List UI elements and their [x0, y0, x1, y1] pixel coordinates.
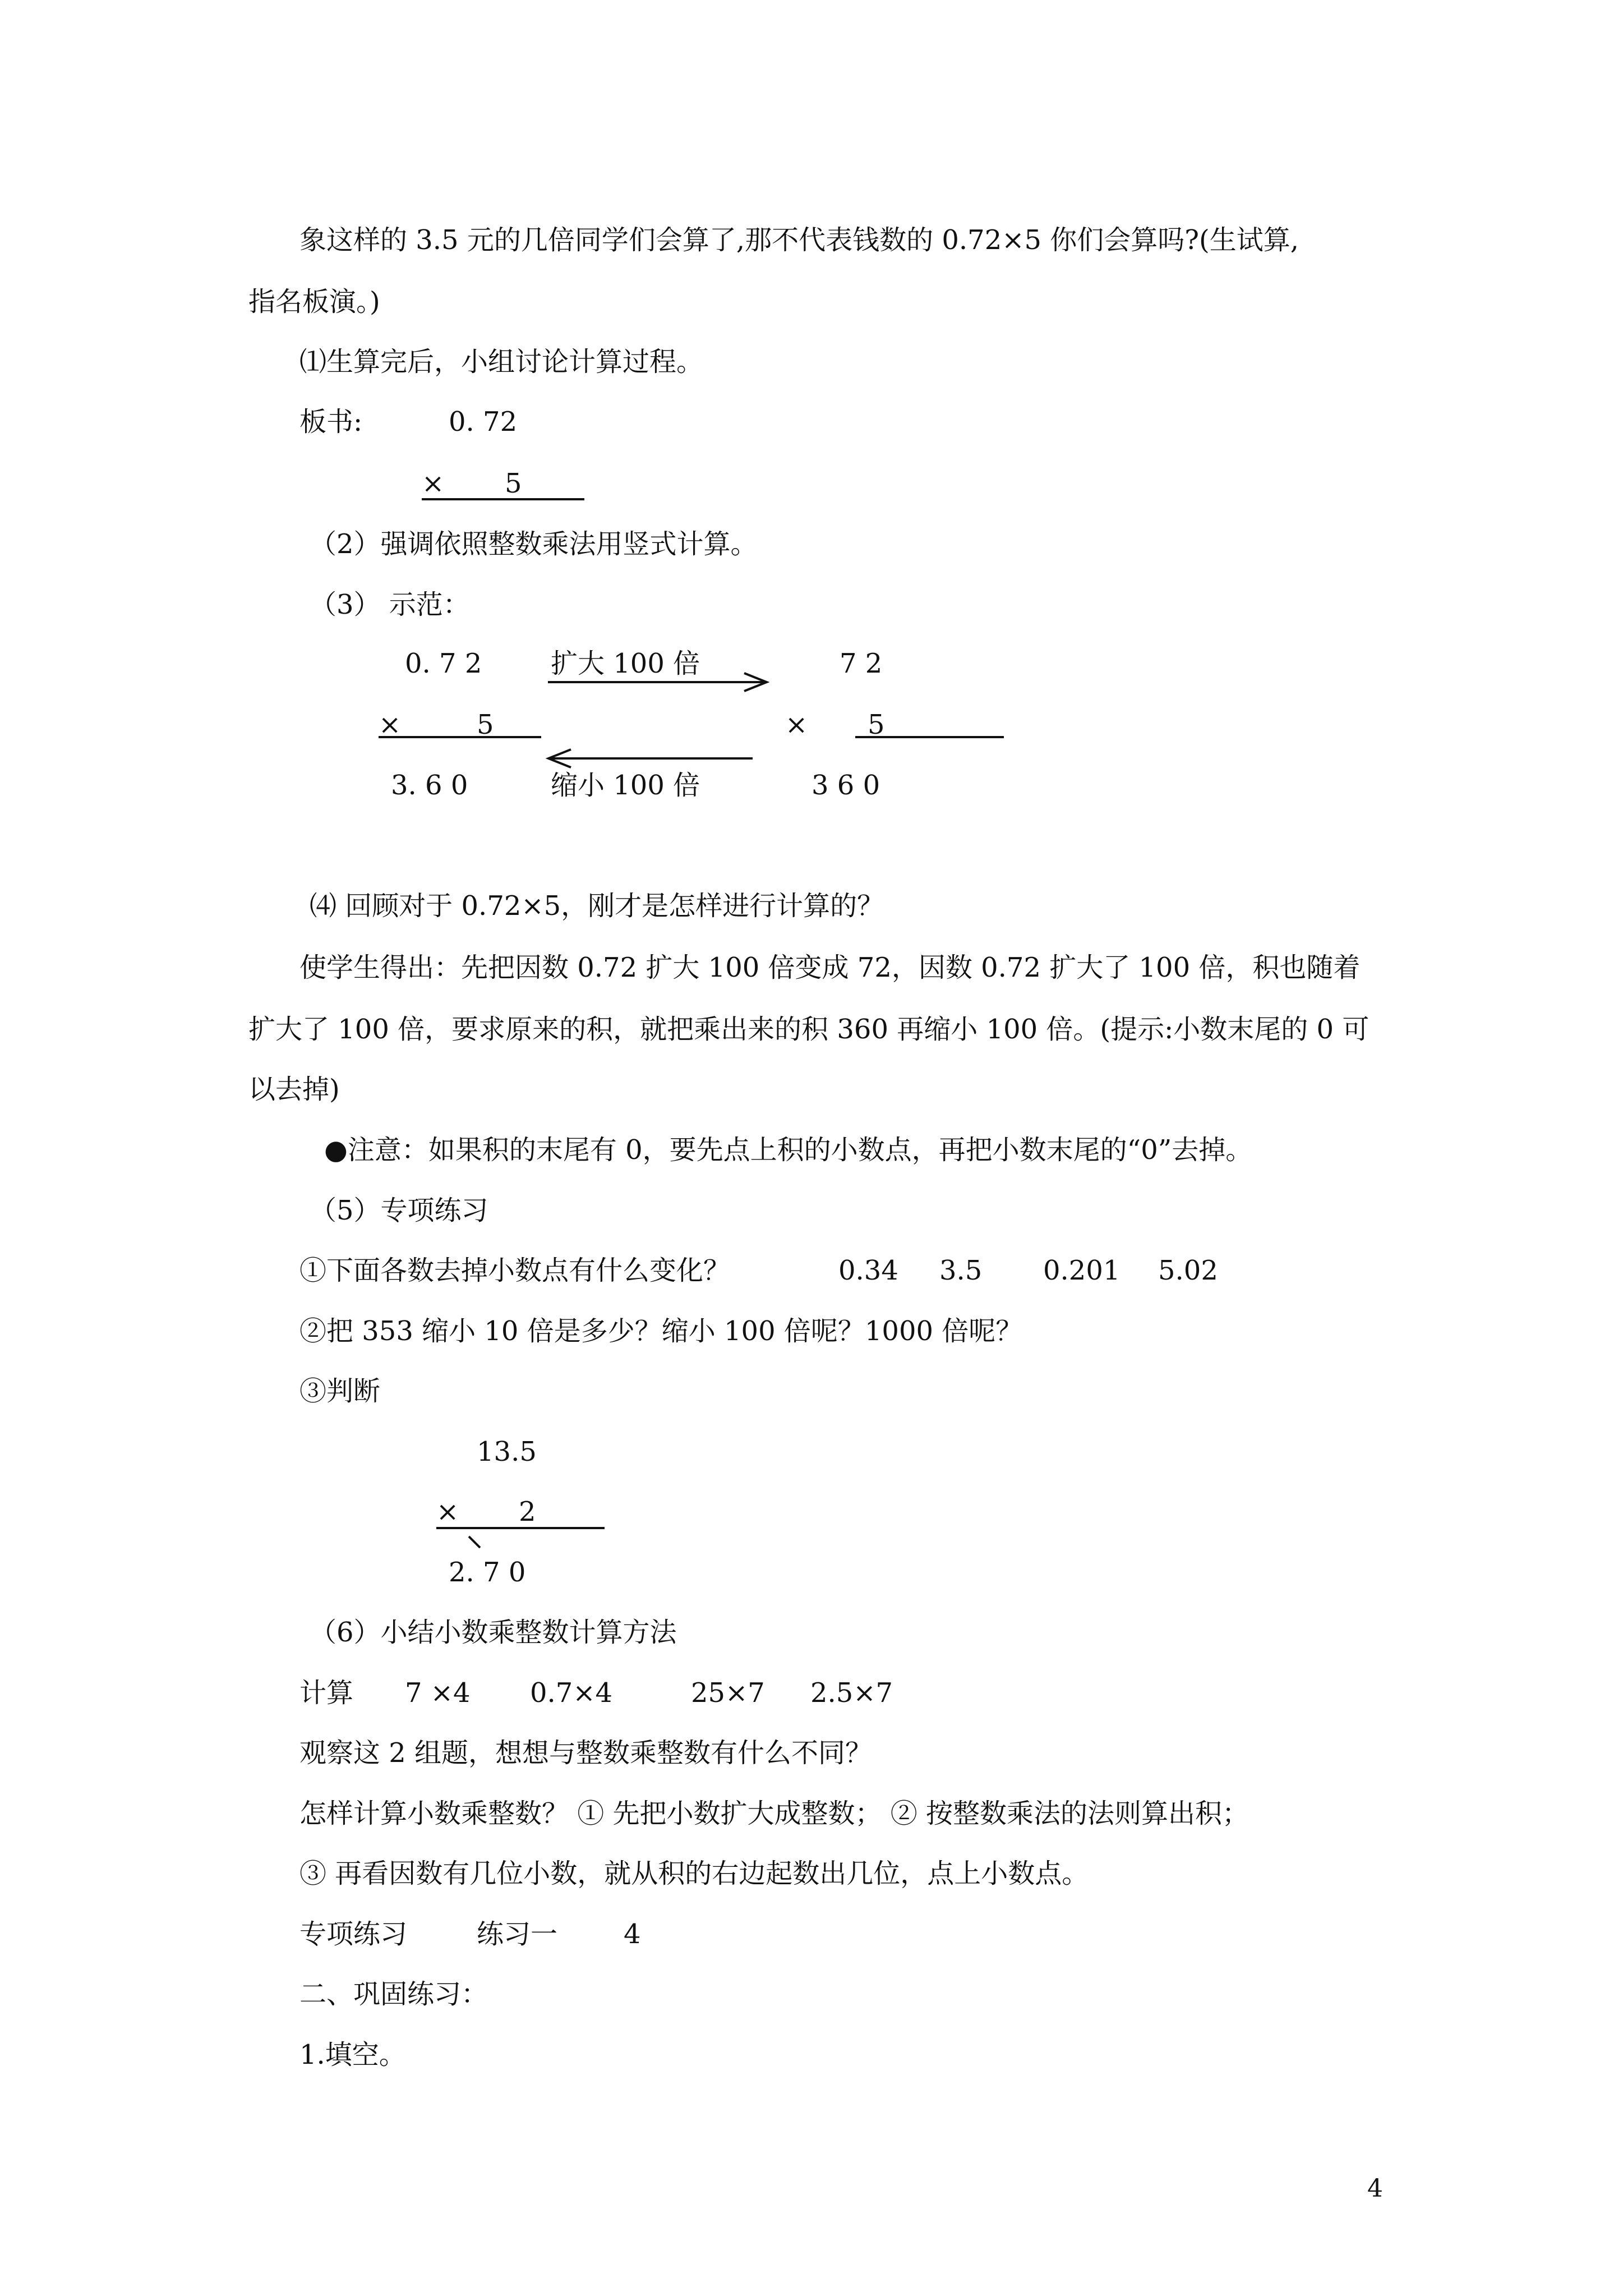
- method-line-2: ③ 再看因数有几位小数，就从积的右边起数出几位，点上小数点。: [299, 1858, 1089, 1889]
- practice-name: 练习一: [477, 1918, 558, 1950]
- demo-right-underline: [855, 736, 1004, 738]
- exercise-1-value: 0.34: [838, 1255, 898, 1286]
- demo-left-top: 0. 7 2: [405, 648, 482, 679]
- observe: 观察这 2 组题，想想与整数乘整数有什么不同？: [299, 1737, 873, 1769]
- arrow-left-label: 缩小 100 倍: [551, 770, 700, 801]
- board-bottom-number: 5: [505, 468, 522, 499]
- arrow-left-icon: [544, 747, 757, 770]
- demo-right-times: ×: [785, 709, 808, 740]
- judge-times-sign: ×: [436, 1496, 459, 1527]
- board-top-number: 0. 72: [449, 406, 518, 438]
- judge-result: 2. 7 0: [449, 1557, 526, 1588]
- demo-left-underline: [379, 736, 541, 738]
- step-3: （3） 示范：: [310, 589, 470, 620]
- method-line-1: 怎样计算小数乘整数？ ① 先把小数扩大成整数； ② 按整数乘法的法则算出积；: [299, 1798, 1249, 1829]
- fill-heading: 1.填空。: [299, 2039, 406, 2070]
- calc-label: 计算: [299, 1677, 354, 1709]
- exercise-3: ③判断: [299, 1375, 381, 1407]
- demo-left-result: 3. 6 0: [391, 770, 468, 801]
- exercise-2: ②把 353 缩小 10 倍是多少？缩小 100 倍呢？1000 倍呢？: [299, 1315, 1023, 1347]
- demo-right-result: 3 6 0: [811, 770, 880, 801]
- step-1: ⑴生算完后，小组讨论计算过程。: [299, 346, 704, 378]
- judge-bottom-number: 2: [519, 1496, 536, 1527]
- exercise-1: ①下面各数去掉小数点有什么变化？: [299, 1255, 731, 1286]
- conclusion-line-1: 使学生得出：先把因数 0.72 扩大 100 倍变成 72，因数 0.72 扩大了 100 倍，积也随着: [299, 952, 1361, 983]
- practice-label: 专项练习: [299, 1918, 408, 1950]
- judge-top-number: 13.5: [477, 1436, 537, 1467]
- board-underline: [422, 498, 584, 500]
- note: ●注意：如果积的末尾有 0，要先点上积的小数点，再把小数末尾的“0”去掉。: [324, 1134, 1253, 1166]
- practice-number: 4: [624, 1918, 641, 1950]
- demo-right-bottom: 5: [868, 709, 885, 740]
- calc-item: 2.5×7: [810, 1677, 893, 1709]
- exercise-1-value: 0.201: [1043, 1255, 1121, 1286]
- calc-item: 0.7×4: [530, 1677, 613, 1709]
- exercise-1-value: 5.02: [1158, 1255, 1218, 1286]
- board-times-sign: ×: [422, 468, 445, 499]
- page-number: 4: [1367, 2174, 1383, 2203]
- demo-right-top: 7 2: [840, 648, 883, 679]
- check-tick-mark: [467, 1534, 483, 1551]
- judge-underline: [436, 1527, 605, 1529]
- conclusion-line-2: 扩大了 100 倍，要求原来的积，就把乘出来的积 360 再缩小 100 倍。(提示:小数末尾的 0 可: [248, 1014, 1370, 1045]
- demo-left-times: ×: [379, 709, 402, 740]
- arrow-right-label: 扩大 100 倍: [551, 648, 700, 679]
- exercise-1-value: 3.5: [939, 1255, 983, 1286]
- arrow-right-icon: [547, 671, 771, 693]
- section-2-heading: 二、巩固练习：: [299, 1978, 488, 2010]
- intro-line-2: 指名板演。): [248, 286, 380, 318]
- board-label: 板书:: [299, 406, 363, 438]
- demo-left-bottom: 5: [477, 709, 494, 740]
- step-6: （6）小结小数乘整数计算方法: [310, 1617, 677, 1648]
- intro-line-1: 象这样的 3.5 元的几倍同学们会算了,那不代表钱数的 0.72×5 你们会算吗?(生试算,: [299, 224, 1299, 256]
- step-2: （2）强调依照整数乘法用竖式计算。: [310, 528, 758, 560]
- calc-item: 7 ×4: [405, 1677, 471, 1709]
- conclusion-line-3: 以去掉): [248, 1074, 340, 1105]
- calc-item: 25×7: [691, 1677, 765, 1709]
- step-4: ⑷ 回顾对于 0.72×5，刚才是怎样进行计算的？: [310, 890, 884, 922]
- step-5: （5）专项练习: [310, 1195, 488, 1226]
